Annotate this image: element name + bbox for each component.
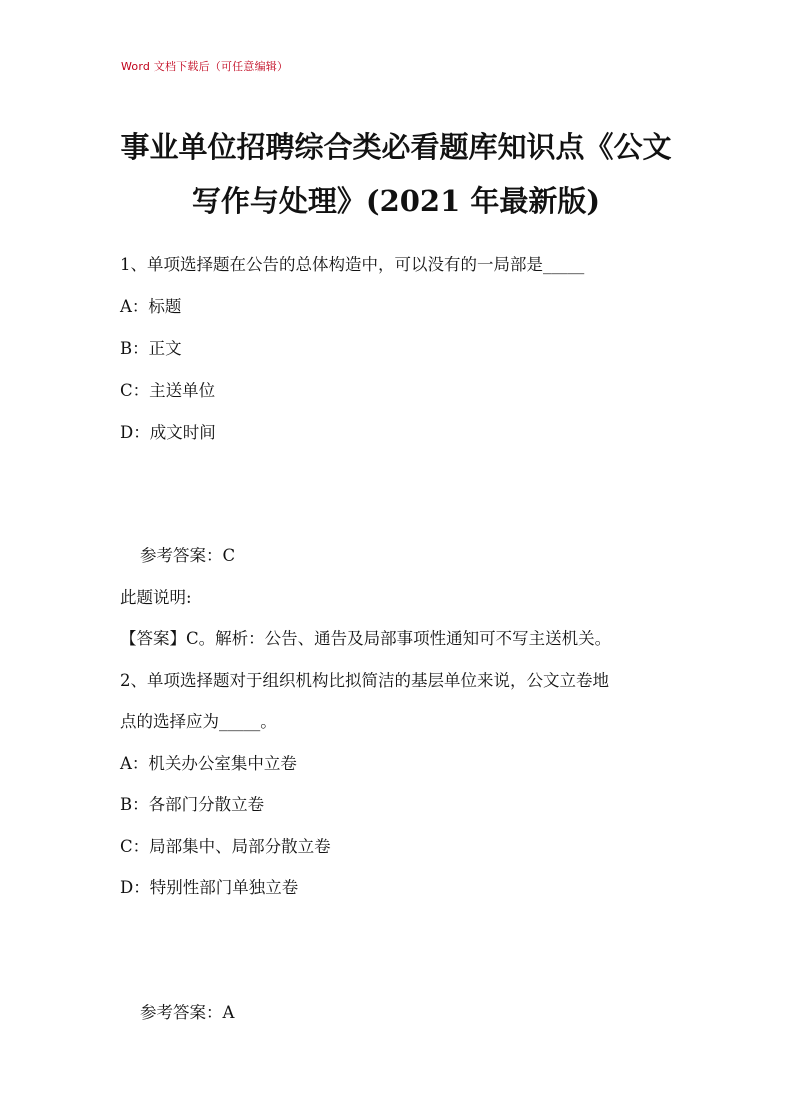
question-2-option-a: A：机关办公室集中立卷 <box>120 754 297 773</box>
document-title <box>100 120 692 228</box>
header-note: Word 文档下载后（可任意编辑） <box>121 60 289 73</box>
title-line-1: 事业单位招聘综合类必看题库知识点《公文 <box>120 130 672 164</box>
title-line-2: 写作与处理》(2021 年最新版) <box>191 184 601 218</box>
question-2-answer: 参考答案：A <box>140 1003 235 1022</box>
question-2-option-c: C：局部集中、局部分散立卷 <box>120 837 331 856</box>
question-1-option-d: D：成文时间 <box>120 423 216 442</box>
question-1-answer: 参考答案：C <box>140 546 236 565</box>
question-2-stem-line-1: 2、单项选择题对于组织机构比拟简洁的基层单位来说，公文立卷地 <box>120 671 609 690</box>
question-1-option-c: C：主送单位 <box>120 381 216 400</box>
question-1-explanation: 【答案】C。解析：公告、通告及局部事项性通知可不写主送机关。 <box>120 629 612 648</box>
question-2-option-d: D：特别性部门单独立卷 <box>120 878 299 897</box>
question-1-explain-label: 此题说明: <box>120 588 192 607</box>
question-1-stem: 1、单项选择题在公告的总体构造中，可以没有的一局部是_____ <box>120 255 585 274</box>
question-2-stem-line-2: 点的选择应为_____。 <box>120 712 277 731</box>
question-2-option-b: B：各部门分散立卷 <box>120 795 265 814</box>
question-1-option-a: A：标题 <box>120 297 182 316</box>
question-1-option-b: B：正文 <box>120 339 182 358</box>
